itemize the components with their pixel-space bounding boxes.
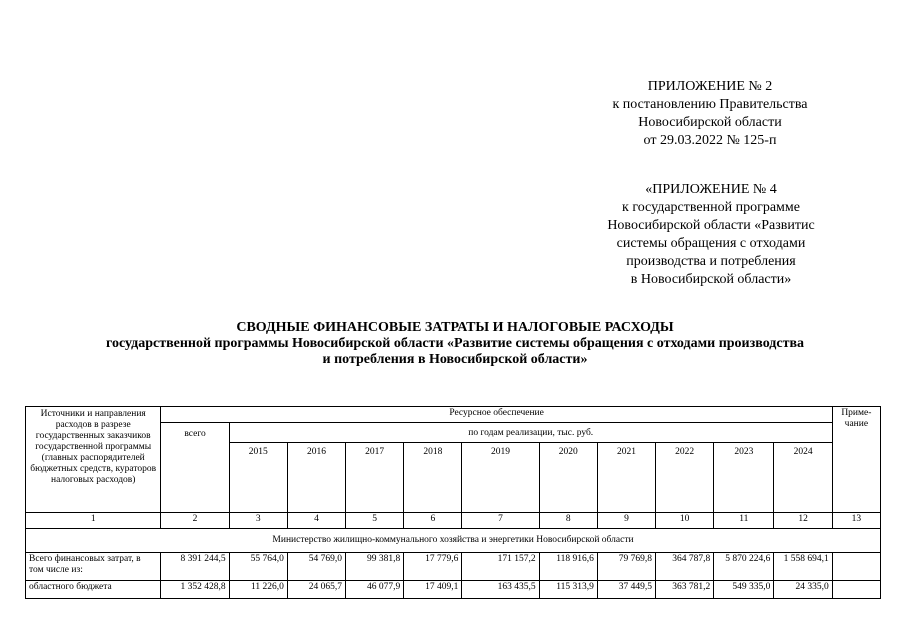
title-line: СВОДНЫЕ ФИНАНСОВЫЕ ЗАТРАТЫ И НАЛОГОВЫЕ РАСХОДЫ bbox=[236, 320, 674, 335]
row-value: 99 381,8 bbox=[346, 553, 404, 581]
column-number: 3 bbox=[229, 513, 287, 529]
column-number: 1 bbox=[26, 513, 161, 529]
header-note: Приме-чание bbox=[832, 407, 880, 513]
appendix-line: Новосибирской области «Развитис bbox=[607, 218, 815, 233]
header-sources: Источники и направления расходов в разрезе государственных заказчиков государственной программы (главных распорядителей бюджетных средств, кураторов налоговых расходов) bbox=[26, 407, 161, 513]
row-note bbox=[832, 581, 880, 599]
document-title bbox=[40, 320, 870, 368]
appendix-header-resolution bbox=[600, 78, 820, 150]
row-label: Всего финансовых затрат, в том числе из: bbox=[26, 553, 161, 581]
row-value: 24 065,7 bbox=[287, 581, 345, 599]
appendix-line: ПРИЛОЖЕНИЕ № 2 bbox=[647, 79, 773, 94]
row-value: 11 226,0 bbox=[229, 581, 287, 599]
year-header: 2018 bbox=[404, 443, 462, 513]
header-total: всего bbox=[161, 423, 229, 513]
row-value: 364 787,8 bbox=[656, 553, 714, 581]
row-value: 115 313,9 bbox=[539, 581, 597, 599]
column-number-row bbox=[26, 513, 881, 529]
table-row bbox=[26, 581, 881, 599]
column-number: 6 bbox=[404, 513, 462, 529]
appendix-line: системы обращения с отходами bbox=[616, 236, 806, 251]
row-value: 549 335,0 bbox=[714, 581, 774, 599]
year-header: 2021 bbox=[597, 443, 655, 513]
appendix-line: производства и потребления bbox=[626, 254, 796, 269]
row-value: 1 558 694,1 bbox=[774, 553, 832, 581]
column-number: 10 bbox=[656, 513, 714, 529]
year-header: 2017 bbox=[346, 443, 404, 513]
title-line: и потребления в Новосибирской области» bbox=[322, 352, 588, 367]
section-row bbox=[26, 529, 881, 553]
appendix-line: в Новосибирской области» bbox=[630, 272, 792, 287]
year-header: 2024 bbox=[774, 443, 832, 513]
appendix-line: «ПРИЛОЖЕНИЕ № 4 bbox=[645, 182, 777, 197]
appendix-line: к постановлению Правительства bbox=[612, 97, 808, 112]
row-value: 54 769,0 bbox=[287, 553, 345, 581]
appendix-line: от 29.03.2022 № 125-п bbox=[643, 133, 777, 148]
row-value: 163 435,5 bbox=[462, 581, 539, 599]
table-row bbox=[26, 553, 881, 581]
row-total: 8 391 244,5 bbox=[161, 553, 229, 581]
column-number: 2 bbox=[161, 513, 229, 529]
row-value: 363 781,2 bbox=[656, 581, 714, 599]
appendix-line: Новосибирской области bbox=[638, 115, 782, 130]
row-value: 79 769,8 bbox=[597, 553, 655, 581]
section-title: Министерство жилищно-коммунального хозяйства и энергетики Новосибирской области bbox=[26, 529, 881, 553]
column-number: 13 bbox=[832, 513, 880, 529]
column-number: 5 bbox=[346, 513, 404, 529]
row-value: 37 449,5 bbox=[597, 581, 655, 599]
row-value: 17 779,6 bbox=[404, 553, 462, 581]
column-number: 8 bbox=[539, 513, 597, 529]
header-by-years: по годам реализации, тыс. руб. bbox=[229, 423, 832, 443]
header-row-1 bbox=[26, 407, 881, 423]
year-header: 2016 bbox=[287, 443, 345, 513]
column-number: 11 bbox=[714, 513, 774, 529]
row-value: 5 870 224,6 bbox=[714, 553, 774, 581]
column-number: 4 bbox=[287, 513, 345, 529]
column-number: 9 bbox=[597, 513, 655, 529]
title-line: государственной программы Новосибирской области «Развитие системы обращения с отходами производства bbox=[105, 336, 805, 351]
row-value: 171 157,2 bbox=[462, 553, 539, 581]
column-number: 7 bbox=[462, 513, 539, 529]
row-value: 17 409,1 bbox=[404, 581, 462, 599]
column-number: 12 bbox=[774, 513, 832, 529]
financial-table bbox=[25, 406, 881, 599]
row-value: 24 335,0 bbox=[774, 581, 832, 599]
year-header: 2015 bbox=[229, 443, 287, 513]
row-total: 1 352 428,8 bbox=[161, 581, 229, 599]
row-note bbox=[832, 553, 880, 581]
row-value: 46 077,9 bbox=[346, 581, 404, 599]
year-header: 2023 bbox=[714, 443, 774, 513]
appendix-header-program bbox=[598, 181, 824, 289]
year-header: 2019 bbox=[462, 443, 539, 513]
appendix-line: к государственной программе bbox=[622, 200, 800, 215]
year-header: 2022 bbox=[656, 443, 714, 513]
header-resource: Ресурсное обеспечение bbox=[161, 407, 832, 423]
row-value: 55 764,0 bbox=[229, 553, 287, 581]
year-header: 2020 bbox=[539, 443, 597, 513]
row-value: 118 916,6 bbox=[539, 553, 597, 581]
row-label: областного бюджета bbox=[26, 581, 161, 599]
